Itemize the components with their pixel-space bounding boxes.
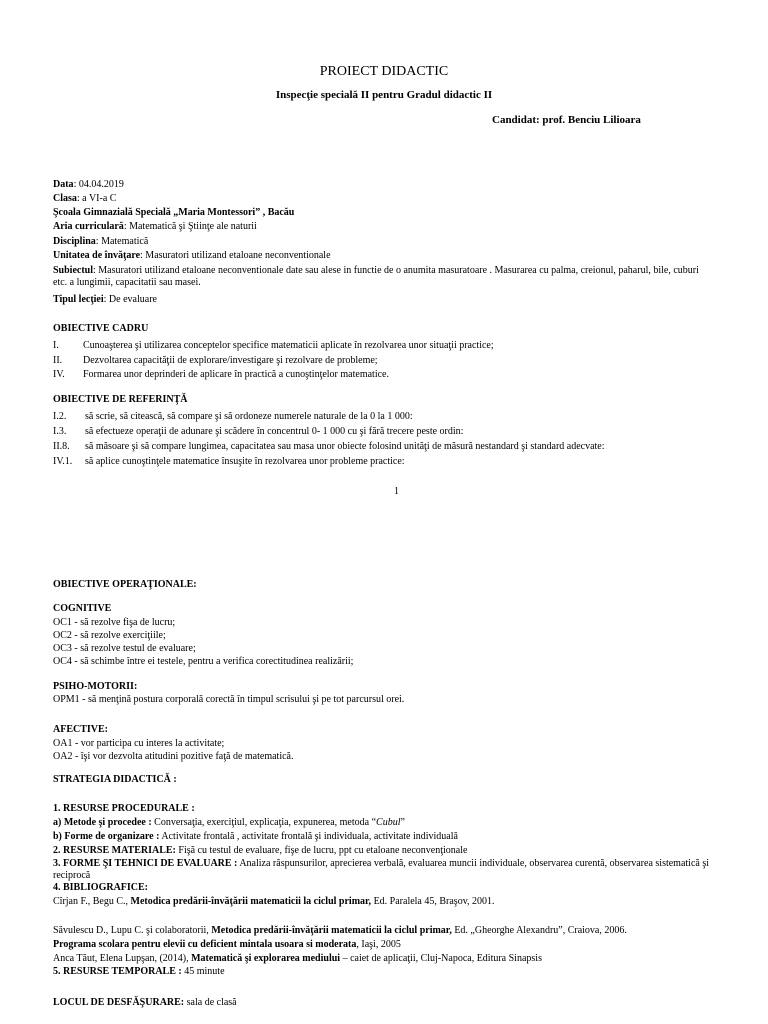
psiho-motorii-heading: PSIHO-MOTORII:: [53, 681, 138, 692]
obiectiv-cadru-item: II. Dezvoltarea capacităţii de explorare/investigare şi rezolvare de probleme;: [53, 355, 378, 366]
bibliografice-heading: 4. BIBLIOGRAFICE:: [53, 882, 149, 893]
biblio-item: Anca Tăut, Elena Lupşan, (2014), Matematică şi explorarea mediului – caiet de aplicaţii, Cluj-Napoca, Editura Sinapsis: [53, 953, 542, 964]
psiho-item: OPM1 - să menţină postura corporală corectă în timpul scrisului şi pe tot parcursul orei.: [53, 694, 405, 705]
page-number: 1: [394, 486, 399, 497]
info-aria: Aria curriculară: Matematică şi Ştiinţe ale naturii: [53, 221, 257, 232]
locul-line: LOCUL DE DESFĂŞURARE: sala de clasă: [53, 997, 237, 1008]
info-clasa: Clasa: a VI-a C: [53, 193, 117, 204]
biblio-item: Săvulescu D., Lupu C. şi colaboratorii, Metodica predării-învăţării matematicii la ciclul primar, Ed. „Gheorghe Alexandru”, Craiova, 2006.: [53, 925, 627, 936]
biblio-item: Programa scolara pentru elevii cu deficient mintala usoara si moderata, Iaşi, 2005: [53, 939, 401, 950]
obiective-operationale-heading: OBIECTIVE OPERAŢIONALE:: [53, 579, 197, 590]
resurse-temporale-line: 5. RESURSE TEMPORALE : 45 minute: [53, 966, 225, 977]
obiectiv-cadru-item: IV. Formarea unor deprinderi de aplicare în practică a cunoştinţelor matematice.: [53, 369, 389, 380]
page-subtitle: Inspecţie specială II pentru Gradul didactic II: [275, 89, 493, 101]
obiective-referinta-heading: OBIECTIVE DE REFERINŢĂ: [53, 394, 188, 405]
resurse-procedurale-heading: 1. RESURSE PROCEDURALE :: [53, 803, 195, 814]
cognitive-item: OC4 - să schimbe între ei testele, pentru a verifica corectitudinea realizării;: [53, 656, 354, 667]
candidate-name: Candidat: prof. Benciu Lilioara: [492, 114, 641, 126]
biblio-item: Cîrjan F., Begu C., Metodica predării-învăţării matematicii la ciclul primar, Ed. Paralela 45, Braşov, 2001.: [53, 896, 495, 907]
afective-item: OA2 - îşi vor dezvolta atitudini pozitive faţă de matematică.: [53, 751, 294, 762]
evaluare-line: 3. FORME ŞI TEHNICI DE EVALUARE : Analiza răspunsurilor, aprecierea verbală, evaluarea muncii individuale, observarea curentă, observarea sistematică şi reciprocă: [53, 858, 709, 881]
afective-item: OA1 - vor participa cu interes la activitate;: [53, 738, 225, 749]
info-unitatea: Unitatea de învăţare: Masuratori utilizand etaloane neconventionale: [53, 250, 331, 261]
info-tipul: Tipul lecţiei: De evaluare: [53, 294, 157, 305]
cognitive-heading: COGNITIVE: [53, 603, 112, 614]
strategia-heading: STRATEGIA DIDACTICĂ :: [53, 774, 177, 785]
obiectiv-referinta-item: II.8. să măsoare şi să compare lungimea, capacitatea sau masa unor obiecte folosind unităţi de măsură nestandard şi standard adecvate:: [53, 441, 605, 452]
afective-heading: AFECTIVE:: [53, 724, 109, 735]
page-title: PROIECT DIDACTIC: [319, 64, 449, 79]
cognitive-item: OC1 - să rezolve fişa de lucru;: [53, 617, 176, 628]
obiectiv-referinta-item: I.3. să efectueze operaţii de adunare şi scădere în concentrul 0- 1 000 cu şi fără trecere peste ordin:: [53, 426, 464, 437]
obiective-cadru-heading: OBIECTIVE CADRU: [53, 323, 149, 334]
metode-line: a) Metode şi procedee : Conversaţia, exerciţiul, explicaţia, expunerea, metoda “Cubul”: [53, 817, 405, 828]
info-disciplina: Disciplina: Matematică: [53, 236, 149, 247]
info-scoala: Şcoala Gimnazială Specială „Maria Montessori” , Bacău: [53, 207, 295, 218]
obiectiv-referinta-item: IV.1. să aplice cunoştinţele matematice însuşite în rezolvarea unor probleme practice:: [53, 456, 405, 467]
obiectiv-referinta-item: I.2. să scrie, să citească, să compare şi să ordoneze numerele naturale de la 0 la 1 000:: [53, 411, 413, 422]
obiectiv-cadru-item: I. Cunoaşterea şi utilizarea conceptelor specifice matematicii aplicate în rezolvarea unor situaţii practice;: [53, 340, 494, 351]
forme-line: b) Forme de organizare : Activitate frontală , activitate frontală şi individuala, activitate individuală: [53, 831, 458, 842]
cognitive-item: OC2 - să rezolve exerciţiile;: [53, 630, 166, 641]
cognitive-item: OC3 - să rezolve testul de evaluare;: [53, 643, 196, 654]
info-subiect: Subiectul: Masuratori utilizand etaloane neconventionale date sau alese in functie de o anumita masuratoare . Masurarea cu palma, creionul, paharul, bile, cuburi etc. a lungimii, capacitatii sau masei.: [53, 265, 699, 288]
info-data: Data: 04.04.2019: [53, 179, 124, 190]
materiale-line: 2. RESURSE MATERIALE: Fişă cu testul de evaluare, fişe de lucru, ppt cu etaloane neconvenţionale: [53, 845, 468, 856]
